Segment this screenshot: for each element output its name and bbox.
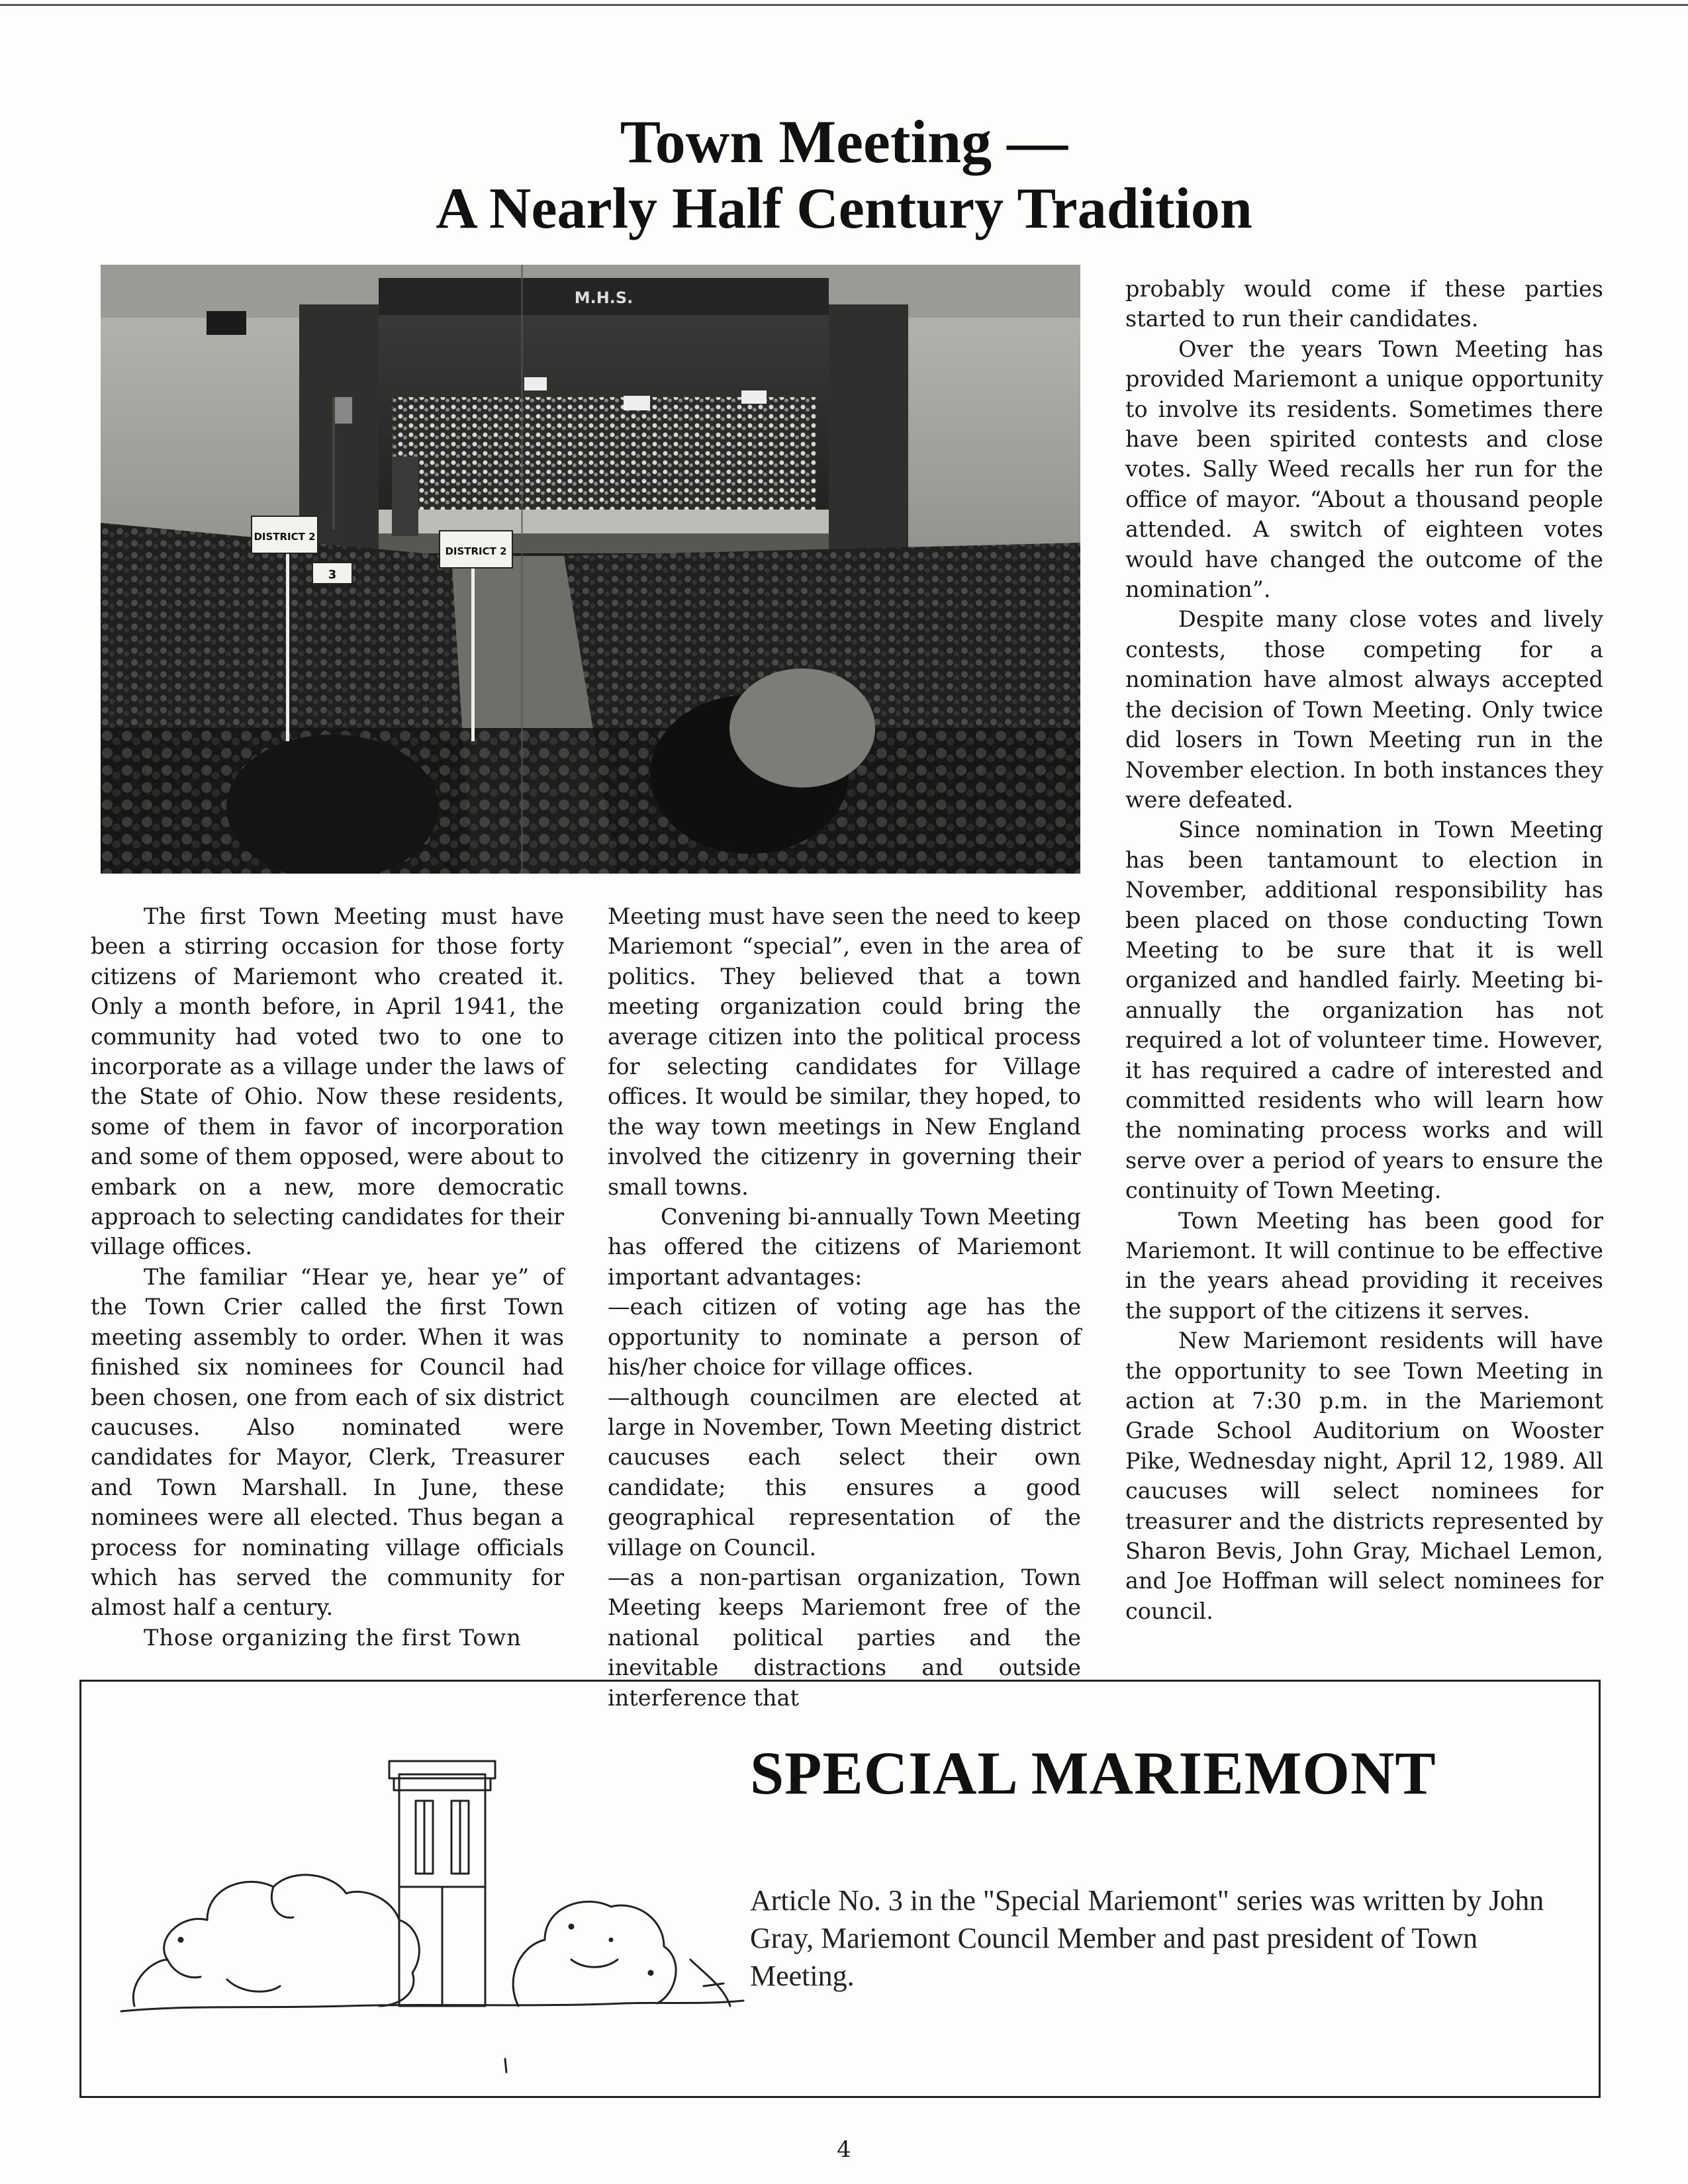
- district-sign-left: DISTRICT 2: [254, 531, 316, 543]
- list-item: —as a non-partisan organization, Town Meeting keeps Mariemont free of the national political parties and the inevitable distractions and outside interference that: [608, 1564, 1081, 1711]
- article-column-1: [91, 901, 564, 1653]
- paragraph: The first Town Meeting must have been a stirring occasion for those forty citizens of Mariemont who created it. Only a month before, in April 1941, the community had voted two to one to incorporate as a village under the laws of the State of Ohio. Now these residents, some of them in favor of incorporation and some of them opposed, were about to embark on a new, more democratic approach to selecting candidates for their village offices.: [91, 903, 564, 1260]
- paragraph: Over the years Town Meeting has provided Mariemont a unique opportunity to involve its residents. Sometimes there have been spirited contests and close votes. Sally Weed recalls her run for the office of mayor. “About a thousand people attended. A switch of eighteen votes would have changed the outcome of the nomination”.: [1125, 336, 1603, 603]
- paragraph: The familiar “Hear ye, hear ye” of the Town Crier called the first Town meeting assembly to order. When it was finished six nominees for Council had been chosen, one from each of six district caucuses. Also nominated were candidates for Mayor, Clerk, Treasurer and Town Marshall. In June, these nominees were all elected. Thus began a process for nominating village officials which has served the community for almost half a century.: [91, 1263, 564, 1621]
- paragraph: Despite many close votes and lively contests, those competing for a nomination have almost always accepted the decision of Town Meeting. Only twice did losers in Town Meeting run in the November election. In both instances they were defeated.: [1125, 606, 1603, 813]
- paragraph: probably would come if these parties started to run their candidates.: [1125, 276, 1603, 332]
- article-column-3: [1125, 274, 1603, 1626]
- top-rule: [0, 4, 1688, 6]
- sidebar-heading: SPECIAL MARIEMONT: [750, 1739, 1436, 1807]
- district-sign-center: DISTRICT 2: [445, 545, 507, 557]
- paragraph: Convening bi-annually Town Meeting has offered the citizens of Mariemont important advantages:: [608, 1204, 1081, 1290]
- paragraph: Town Meeting has been good for Mariemont. It will continue to be effective in the years ahead providing it receives the support of the citizens it serves.: [1125, 1207, 1603, 1324]
- headline-line-2: A Nearly Half Century Tradition: [436, 177, 1252, 241]
- list-item: —although councilmen are elected at large in November, Town Meeting district caucuses each select their own candidate; this ensures a good geographical representation of the village on Council.: [608, 1384, 1081, 1561]
- sidebar-text: Article No. 3 in the "Special Mariemont" series was written by John Gray, Mariemont Council Member and past president of Town Meeting.: [750, 1884, 1544, 1992]
- article-column-2: [608, 901, 1081, 1713]
- special-mariemont-box: [79, 1680, 1601, 2098]
- paragraph: New Mariemont residents will have the opportunity to see Town Meeting in action at 7:30 p.m. in the Mariemont Grade School Auditorium on Wooster Pike, Wednesday night, April 12, 1989. All caucuses will select nominees for treasurer and the districts represented by Sharon Bevis, John Gray, Michael Lemon, and Joe Hoffman will select nominees for council.: [1125, 1328, 1603, 1624]
- town-meeting-photo: [101, 265, 1080, 874]
- paragraph: Since nomination in Town Meeting has been tantamount to election in November, additional responsibility has been placed on those conducting Town Meeting to be sure that it is well organized and handled fairly. Meeting bi-annually the organization has not required a lot of volunteer time. However, it has required a cadre of interested and committed residents who will learn how the nominating process works and will serve over a period of years to ensure the continuity of Town Meeting.: [1125, 817, 1603, 1204]
- headline-line-1: Town Meeting —: [620, 108, 1068, 175]
- page-number: 4: [837, 2136, 851, 2163]
- paragraph: Those organizing the first Town: [144, 1624, 522, 1651]
- paragraph: Meeting must have seen the need to keep Mariemont “special”, even in the area of politics. They believed that a town meeting organization could bring the average citizen into the political process for selecting candidates for Village offices. It would be similar, they hoped, to the way town meetings in New England involved the citizenry in governing their small towns.: [608, 903, 1081, 1200]
- stage-banner: M.H.S.: [574, 289, 633, 307]
- district-sign-small: 3: [328, 568, 337, 582]
- bell-tower-illustration: [108, 1741, 770, 2085]
- list-item: —each citizen of voting age has the opportunity to nominate a person of his/her choice for village offices.: [608, 1294, 1081, 1381]
